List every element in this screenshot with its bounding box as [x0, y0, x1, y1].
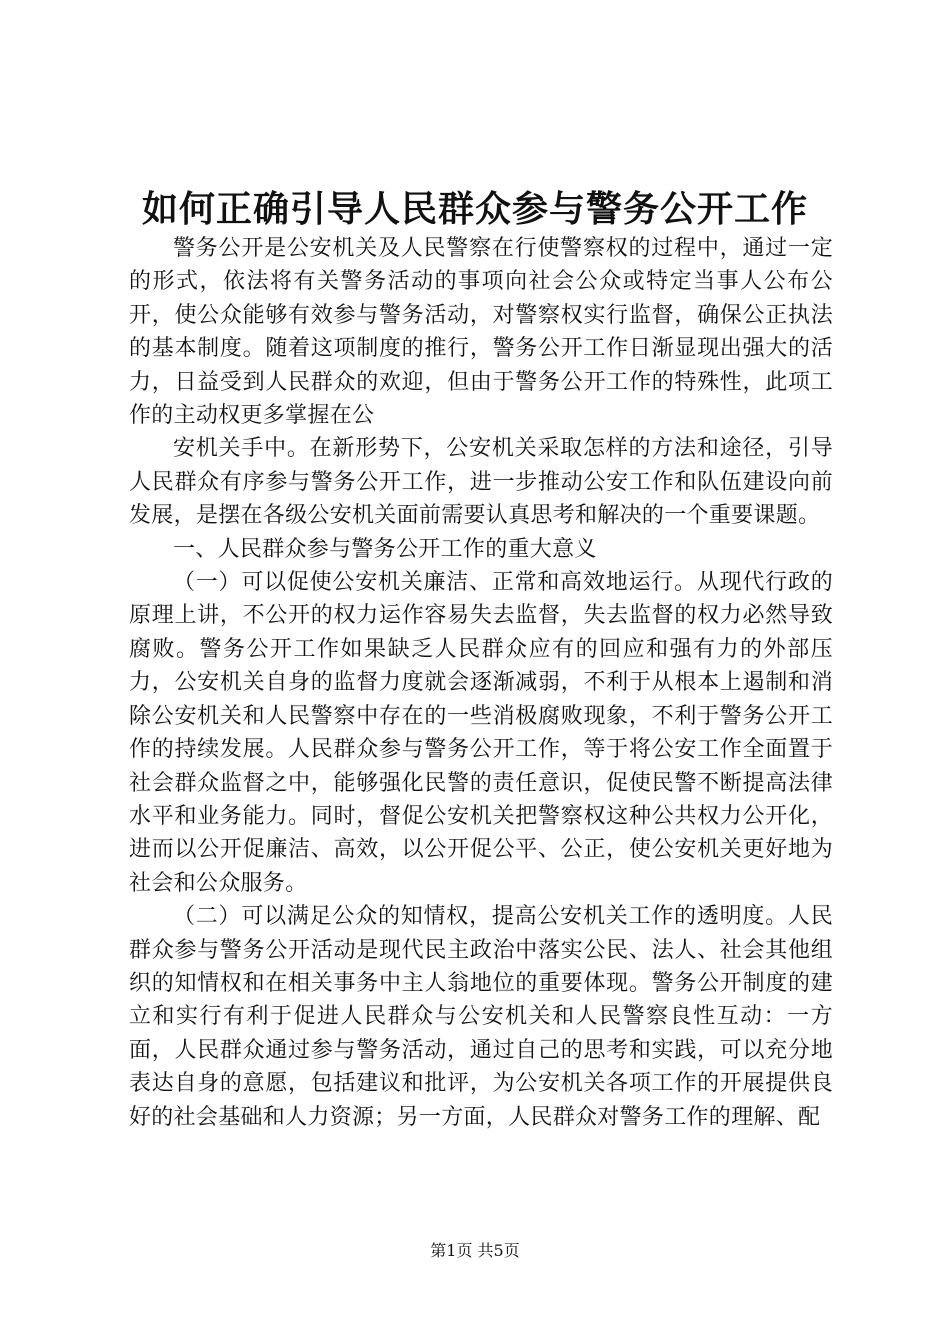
paragraph-point-2: （二）可以满足公众的知情权，提高公安机关工作的透明度。人民群众参与警务公开活动是现代民主政治中落实公民、法人、社会其他组织的知情权和在相关事务中主人翁地位的重要体现。警务公开制度的建立和实行有利于促进人民群众与公安机关和人民警察良性互动：一方面，人民群众通过参与警务活动，通过自己的思考和实践，可以充分地表达自身的意愿，包括建议和批评，为公安机关各项工作的开展提供良好的社会基础和人力资源；另一方面，人民群众对警务工作的理解、配 [129, 904, 833, 1130]
paragraph-point-1: （一）可以促使公安机关廉洁、正常和高效地运行。从现代行政的原理上讲，不公开的权力运作容易失去监督，失去监督的权力必然导致腐败。警务公开工作如果缺乏人民群众应有的回应和强有力的外部压力，公安机关自身的监督力度就会逐渐减弱，不利于从根本上遏制和消除公安机关和人民警察中存在的一些消极腐败现象，不利于警务公开工作的持续发展。人民群众参与警务公开工作，等于将公安工作全面置于社会群众监督之中，能够强化民警的责任意识，促使民警不断提高法律水平和业务能力。同时，督促公安机关把警察权这种公共权力公开化，进而以公开促廉洁、高效，以公开促公平、公正，使公安机关更好地为社会和公众服务。 [129, 570, 833, 896]
document-title: 如何正确引导人民群众参与警务公开工作 [141, 188, 808, 230]
paragraph-continuation: 安机关手中。在新形势下，公安机关采取怎样的方法和途径，引导人民群众有序参与警务公开工作，进一步推动公安工作和队伍建设向前发展，是摆在各级公安机关面前需要认真思考和解决的一个重要课题。 [129, 436, 833, 529]
section-heading: 一、人民群众参与警务公开工作的重大意义 [173, 536, 597, 562]
page-number-footer: 第1页 共5页 [430, 1241, 520, 1260]
paragraph-intro: 警务公开是公安机关及人民警察在行使警察权的过程中，通过一定的形式，依法将有关警务活动的事项向社会公众或特定当事人公布公开，使公众能够有效参与警务活动，对警察权实行监督，确保公正执法的基本制度。随着这项制度的推行，警务公开工作日渐显现出强大的活力，日益受到人民群众的欢迎，但由于警务公开工作的特殊性，此项工作的主动权更多掌握在公 [129, 236, 833, 429]
document-body [129, 232, 833, 1134]
